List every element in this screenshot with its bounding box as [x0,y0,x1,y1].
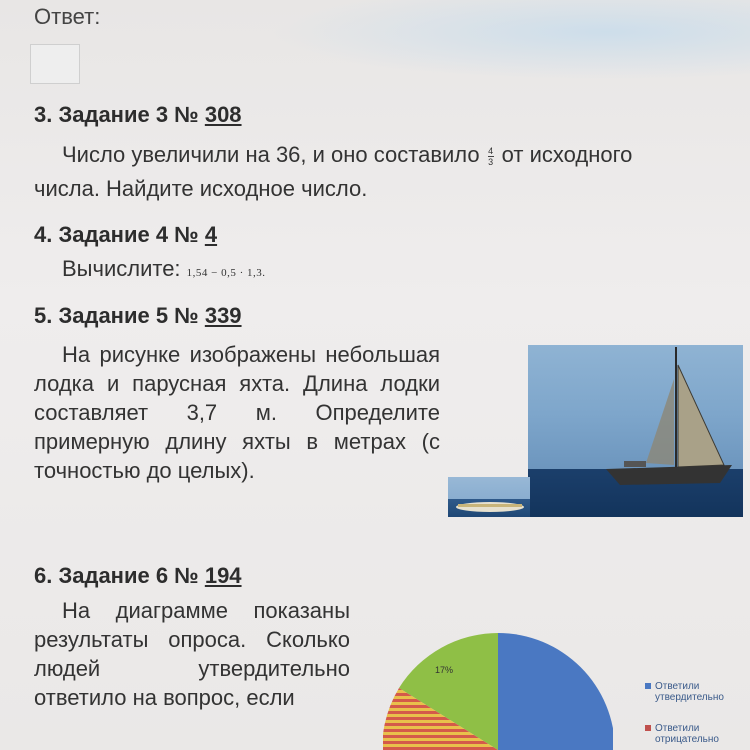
task5-heading [34,303,242,329]
task3-text-a: Число увеличили на 36, и оно составило [62,142,480,167]
legend-item-yes [645,681,741,703]
background-blue-blur [270,0,750,80]
task4-heading [34,222,217,248]
task4-expression: 1,54 − 0,5 · 1,3. [186,267,266,279]
task6-text: На диаграмме показаны результаты опроса. Сколько людей утвердительно ответило на вопрос, если [34,598,350,710]
task6-title: 6. Задание 6 № [34,563,205,588]
pie-slice-blue [498,633,613,750]
sailboat-icon [528,345,743,517]
task4-number-link[interactable]: 4 [204,222,218,247]
task3-number-link[interactable]: 308 [204,102,242,127]
task3-text-b: от исходного [501,142,633,167]
pie-percent-label: 17% [435,665,454,675]
fraction-denominator: 3 [488,156,494,167]
answer-box[interactable] [30,44,80,84]
task6-number-link[interactable]: 194 [204,563,242,588]
task4-title: 4. Задание 4 № [34,222,205,247]
yacht-image [528,345,743,517]
legend-swatch-blue [645,683,651,689]
fraction-numerator: 4 [488,145,494,156]
task3-fraction [488,146,494,167]
task4-line [62,256,266,282]
task3-title: 3. Задание 3 № [34,102,205,127]
rowboat-icon [448,477,530,517]
answer-label: Ответ: [34,4,101,29]
task3-line1 [62,142,632,168]
legend-label-no: Ответили отрицательно [655,723,719,745]
legend-label-yes: Ответили утвердительно [655,681,724,703]
legend-item-no [645,723,741,745]
task5-title: 5. Задание 5 № [34,303,205,328]
survey-pie-chart [383,633,613,750]
task5-text: На рисунке изображены небольшая лодка и парусная яхта. Длина лодки составляет 3,7 м. Определите примерную длину яхты в метрах (с точностью до целых). [34,342,440,483]
task3-line2: числа. Найдите исходное число. [34,176,368,201]
small-boat-image [448,477,530,517]
task5-number-link[interactable]: 339 [204,303,242,328]
task6-heading [34,563,242,589]
task3-heading [34,102,242,128]
task4-prompt: Вычислите: [62,256,181,281]
legend-swatch-red [645,725,651,731]
